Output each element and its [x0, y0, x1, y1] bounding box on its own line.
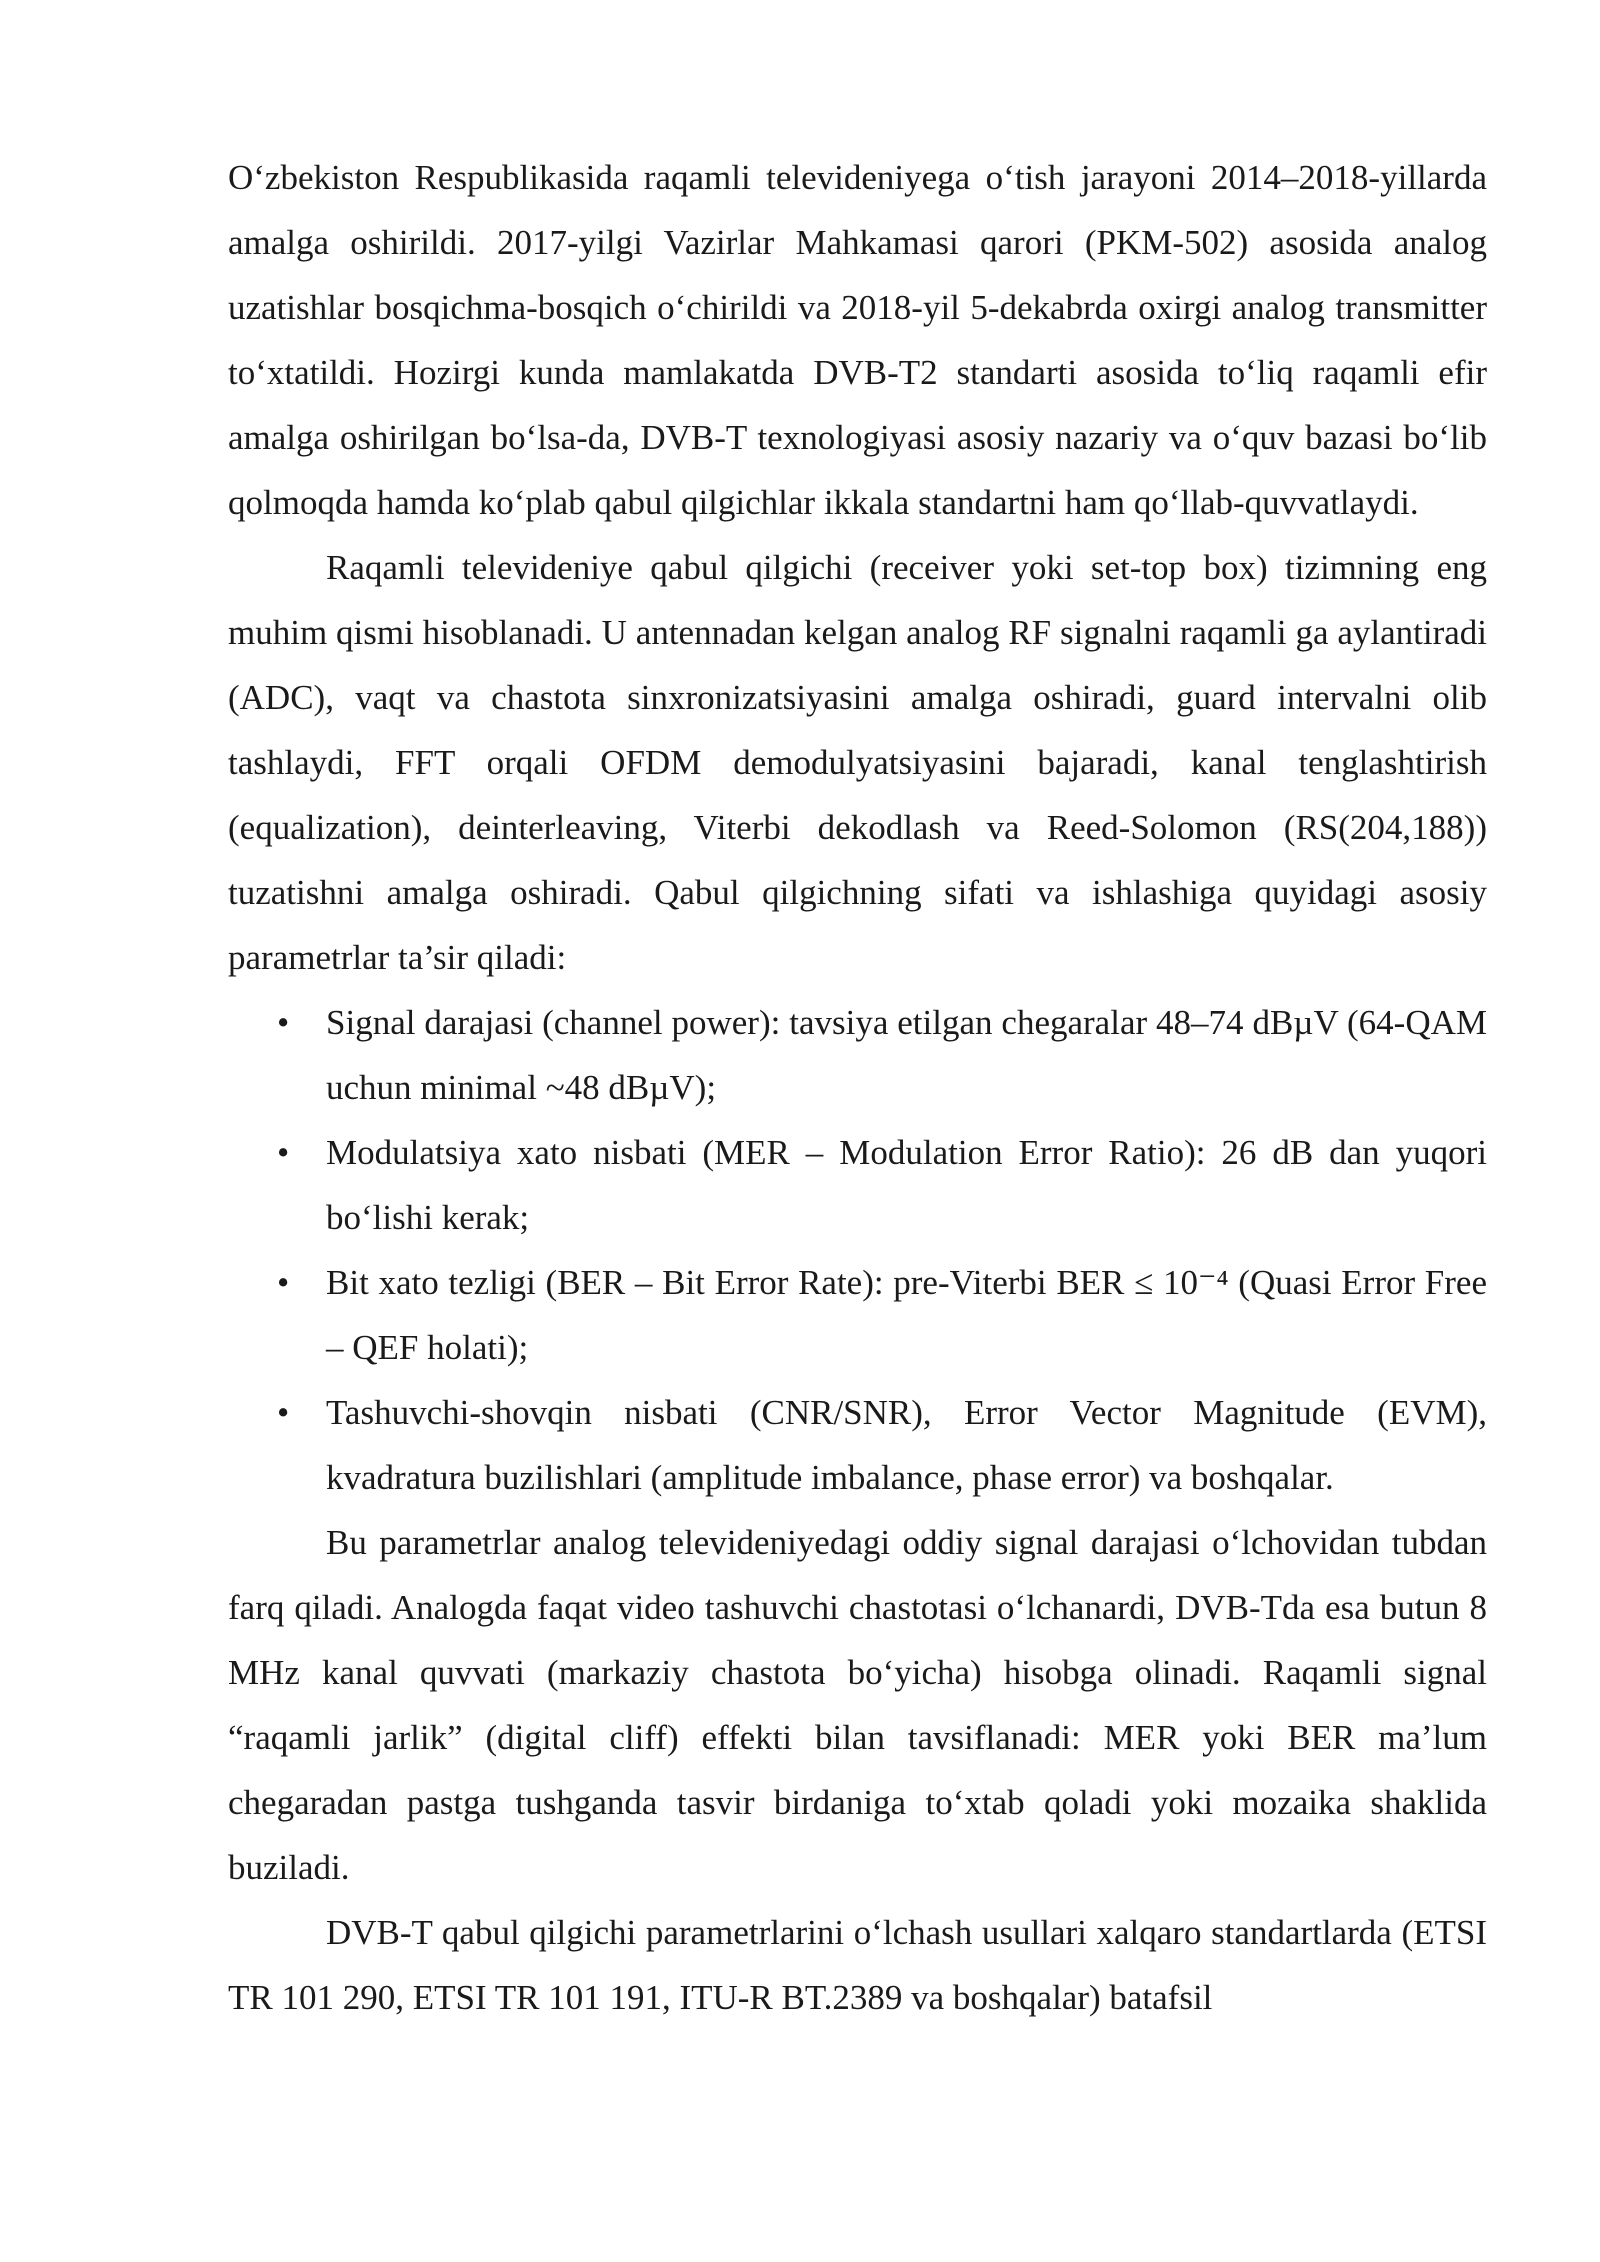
paragraph-analog-vs-digital: Bu parametrlar analog televideniyedagi oddiy signal darajasi o‘lchovidan tubdan farq qiladi. Analogda faqat video tashuvchi chastotasi o‘lchanardi, DVB-Tda esa butun 8 MHz kanal quvvati (markaziy chastota bo‘yicha) hisobga olinadi. Raqamli signal “raqamli jarlik” (digital cliff) effekti bilan tavsiflanadi: MER yoki BER ma’lum chegaradan pastga tushganda tasvir birdaniga to‘xtab qoladi yoki mozaika shaklida buziladi.: [228, 1523, 1487, 1887]
list-item-signal-level: [228, 990, 1487, 1120]
list-item-cnr: [228, 1380, 1487, 1510]
list-item-text: Tashuvchi-shovqin nisbati (CNR/SNR), Error Vector Magnitude (EVM), kvadratura buzilishlari (amplitude imbalance, phase error) va boshqalar.: [326, 1393, 1487, 1497]
parameter-list: [228, 990, 1487, 1510]
list-item-text: Bit xato tezligi (BER – Bit Error Rate): pre-Viterbi BER ≤ 10⁻⁴ (Quasi Error Free – QEF holati);: [326, 1263, 1487, 1367]
paragraph-receiver-overview: Raqamli televideniye qabul qilgichi (receiver yoki set-top box) tizimning eng muhim qismi hisoblanadi. U antennadan kelgan analog RF signalni raqamli ga aylantiradi (ADC), vaqt va chastota sinxronizatsiyasini amalga oshiradi, guard intervalni olib tashlaydi, FFT orqali OFDM demodulyatsiyasini bajaradi, kanal tenglashtirish (equalization), deinterleaving, Viterbi dekodlash va Reed-Solomon (RS(204,188)) tuzatishni amalga oshiradi. Qabul qilgichning sifati va ishlashiga quyidagi asosiy parametrlar ta’sir qiladi:: [228, 548, 1487, 977]
list-item-text: Signal darajasi (channel power): tavsiya etilgan chegaralar 48–74 dBµV (64-QAM uchun minimal ~48 dBµV);: [326, 1003, 1487, 1107]
bullet-icon: •: [277, 1393, 290, 1432]
bullet-icon: •: [277, 1263, 290, 1302]
list-item-mer: [228, 1120, 1487, 1250]
list-item-ber: [228, 1250, 1487, 1380]
paragraph-digital-transition: O‘zbekiston Respublikasida raqamli televideniyega o‘tish jarayoni 2014–2018-yillarda amalga oshirildi. 2017-yilgi Vazirlar Mahkamasi qarori (PKM-502) asosida analog uzatishlar bosqichma-bosqich o‘chirildi va 2018-yil 5-dekabrda oxirgi analog transmitter to‘xtatildi. Hozirgi kunda mamlakatda DVB-T2 standarti asosida to‘liq raqamli efir amalga oshirilgan bo‘lsa-da, DVB-T texnologiyasi asosiy nazariy va o‘quv bazasi bo‘lib qolmoqda hamda ko‘plab qabul qilgichlar ikkala standartni ham qo‘llab-quvvatlaydi.: [228, 158, 1487, 522]
paragraph-measurement-standards: DVB-T qabul qilgichi parametrlarini o‘lchash usullari xalqaro standartlarda (ETSI TR 101 290, ETSI TR 101 191, ITU-R BT.2389 va boshqalar) batafsil: [228, 1913, 1487, 2017]
list-item-text: Modulatsiya xato nisbati (MER – Modulation Error Ratio): 26 dB dan yuqori bo‘lishi kerak;: [326, 1133, 1487, 1237]
bullet-icon: •: [277, 1003, 290, 1042]
document-page: [228, 145, 1487, 2030]
bullet-icon: •: [277, 1133, 290, 1172]
